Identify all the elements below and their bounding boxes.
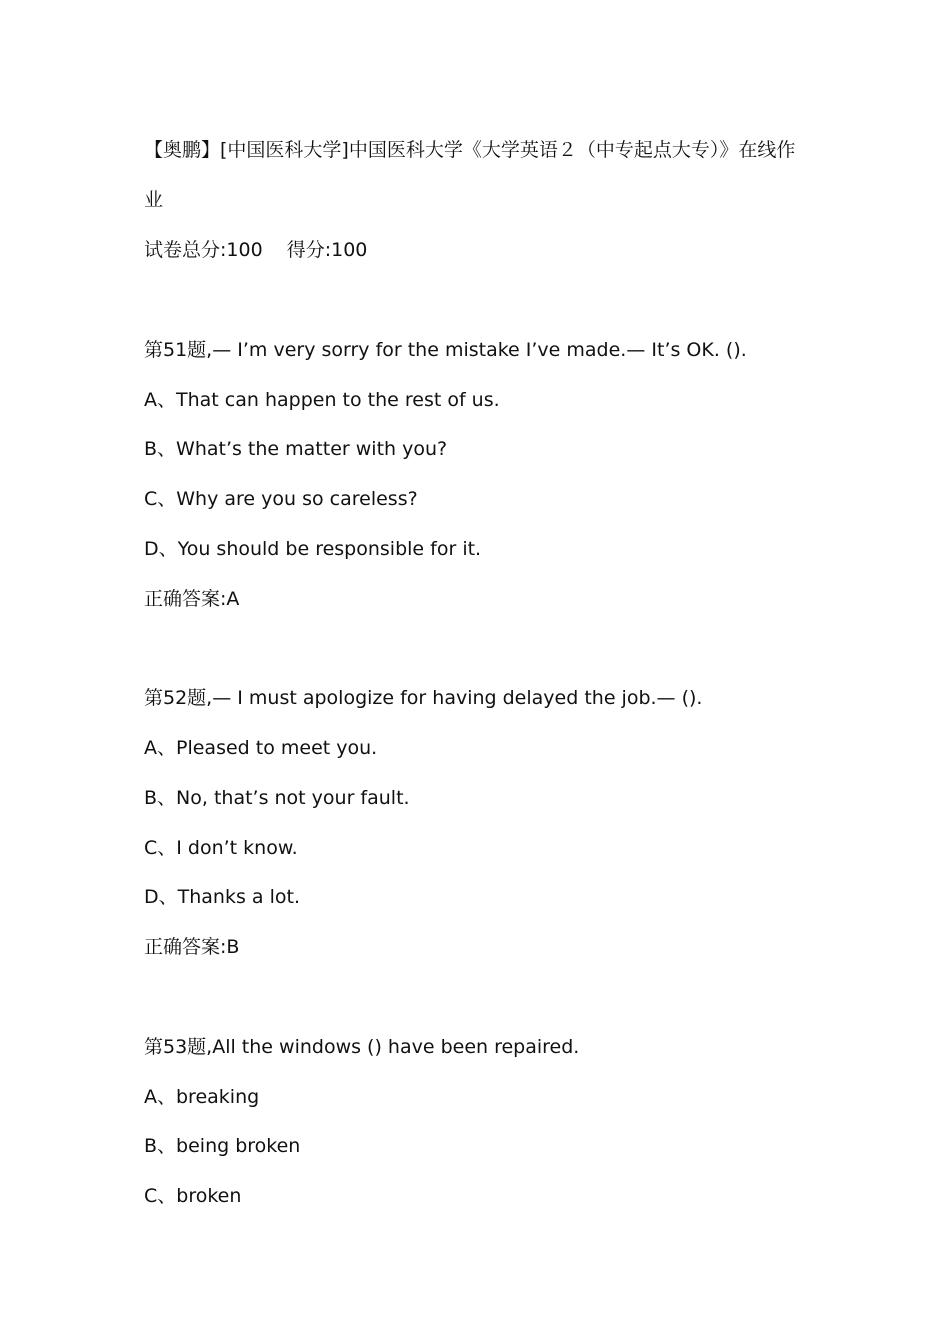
correct-answer: 正确答案:B [144, 936, 240, 958]
option-c: C、broken [144, 1185, 242, 1207]
question-stem: 第51题,— I’m very sorry for the mistake I’ve made.— It’s OK. (). [144, 339, 747, 361]
option-a: A、Pleased to meet you. [144, 737, 378, 759]
correct-answer: 正确答案:A [144, 588, 240, 610]
option-a: A、That can happen to the rest of us. [144, 389, 500, 411]
option-d: D、You should be responsible for it. [144, 538, 482, 560]
option-c: C、I don’t know. [144, 837, 298, 859]
score-summary: 试卷总分:100 得分:100 [144, 239, 368, 261]
option-c: C、Why are you so careless? [144, 488, 418, 510]
option-b: B、No, that’s not your fault. [144, 787, 410, 809]
document-title-continuation: 业 [144, 189, 164, 211]
question-stem: 第52题,— I must apologize for having delayed the job.— (). [144, 687, 703, 709]
option-b: B、What’s the matter with you? [144, 438, 448, 460]
document-title: 【奥鹏】[中国医科大学]中国医科大学《大学英语２（中专起点大专）》在线作 [144, 139, 796, 161]
option-b: B、being broken [144, 1135, 301, 1157]
option-a: A、breaking [144, 1086, 260, 1108]
option-d: D、Thanks a lot. [144, 886, 300, 908]
question-stem: 第53题,All the windows () have been repaired. [144, 1036, 580, 1058]
